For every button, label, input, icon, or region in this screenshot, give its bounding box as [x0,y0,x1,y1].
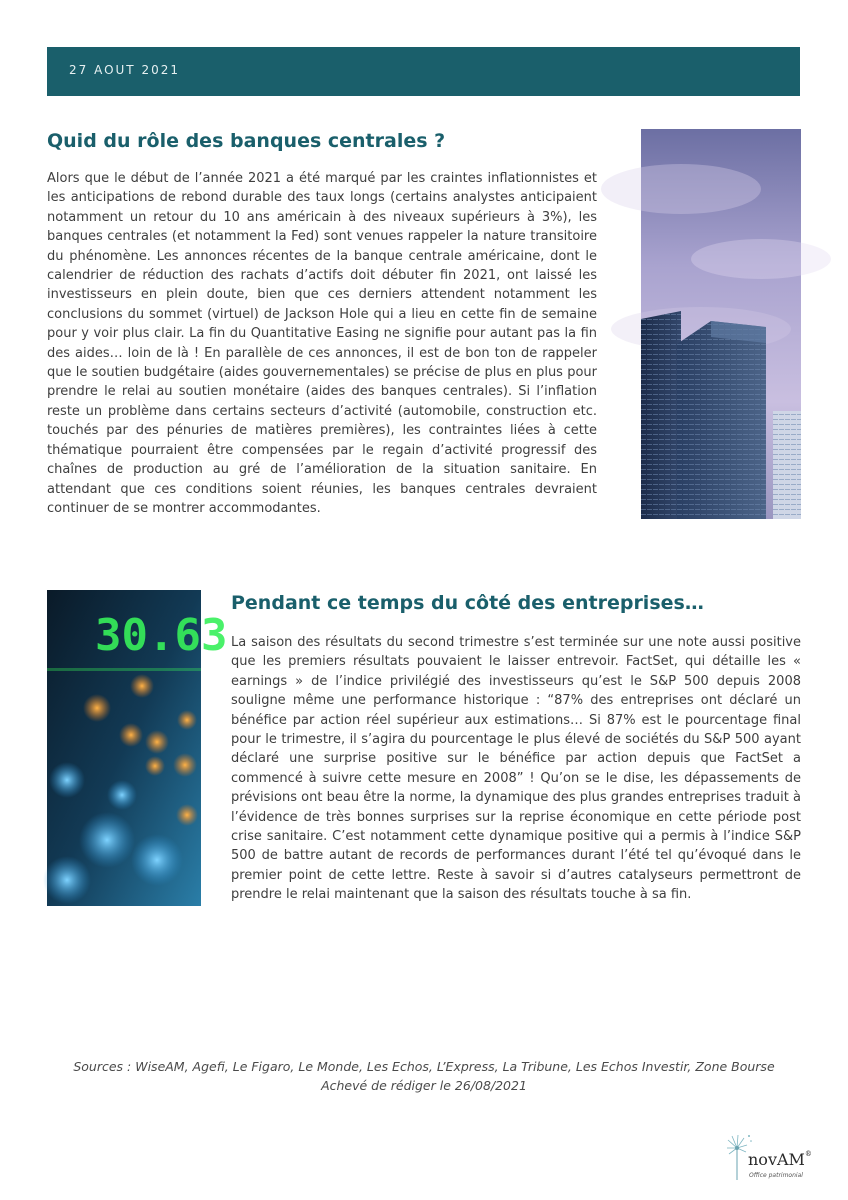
header-date: 27 AOUT 2021 [69,63,180,77]
novam-logo [722,1132,817,1188]
logo-tagline: Office patrimonial [749,1172,803,1179]
logo-wordmark: novAM® [748,1150,812,1169]
written-date-line: Achevé de rédiger le 26/08/2021 [321,1078,527,1093]
header-bar [47,47,800,96]
stock-ticker-image [47,590,228,906]
section1-body: Alors que le début de l’année 2021 a été marqué par les craintes inflationnistes et les anticipations de rebond durable des taux longs (certains analystes anticipaient notamment un retour du 10 ans américain à des niveaux supérieurs à 3%), les banques centrales (et notamment la Fed) sont venues rappeler la nature transitoire du phénomène. Les annonces récentes de la banque centrale américaine, dont le calendrier de réduction des rachats d’actifs doit débuter fin 2021, ont laissé les investisseurs en plein doute, bien que ces derniers attendent notamment les conclusions du sommet (virtuel) de Jackson Hole qui a lieu en cette fin de semaine pour y voir plus clair. La fin du Quantitative Easing ne signifie pour autant pas la fin des aides… loin de là ! En parallèle de ces annonces, il est de bon ton de rappeler que le soutien budgétaire (aides gouvernementales) se précise de plus en plus pour prendre le relai au soutien monétaire (aides des banques centrales). Si l’inflation reste un problème dans certains secteurs d’activité (automobile, construction etc. touchés par des pénuries de matières premières), les contraintes liées à cette thématique pourraient être compensées par le regain d’activité progressif des chaînes de production au gré de l’amélioration de la situation sanitaire. En attendant que ces conditions soient réunies, les banques centrales devraient continuer de se montrer accommodantes. [47,171,597,516]
skyscrapers-photo [641,129,801,519]
skyscrapers-image [641,129,801,519]
stock-ticker-photo [47,590,228,906]
section2-body: La saison des résultats du second trimestre s’est terminée sur une note aussi positive que les premiers résultats pouvaient le laisser entrevoir. FactSet, qui détaille les « earnings » de l’indice privilégié des investisseurs qu’est le S&P 500 depuis 2008 souligne même une performance historique : “87% des entreprises ont déclaré un bénéfice par action réel supérieur aux estimations… Si 87% est le pourcentage final pour le trimestre, il s’agira du pourcentage le plus élevé de sociétés du S&P 500 ayant déclaré une surprise positive sur le bénéfice par action depuis que FactSet a commencé à suivre cette mesure en 2008” ! Qu’on se le dise, les dépassements de prévisions ont beau être la norme, la dynamique des plus grandes entreprises traduit à l’évidence de très bonnes surprises sur la reprise économique en cette période post crise sanitaire. C’est notamment cette dynamique positive qui a permis à l’indice S&P 500 de battre autant de records de performances durant l’été tel qu’évoqué dans le premier point de cette lettre. Reste à savoir si d’autres catalyseurs permettront de prendre le relai maintenant que la saison des résultats touche à sa fin. [231,635,801,903]
sources-line: Sources : WiseAM, Agefi, Le Figaro, Le Monde, Les Echos, L’Express, La Tribune, Les Echos Investir, Zone Bourse [73,1059,775,1074]
section1-title: Quid du rôle des banques centrales ? [47,130,446,152]
ticker-value: 30.63 [95,610,228,661]
section2-title: Pendant ce temps du côté des entreprises… [231,592,704,614]
